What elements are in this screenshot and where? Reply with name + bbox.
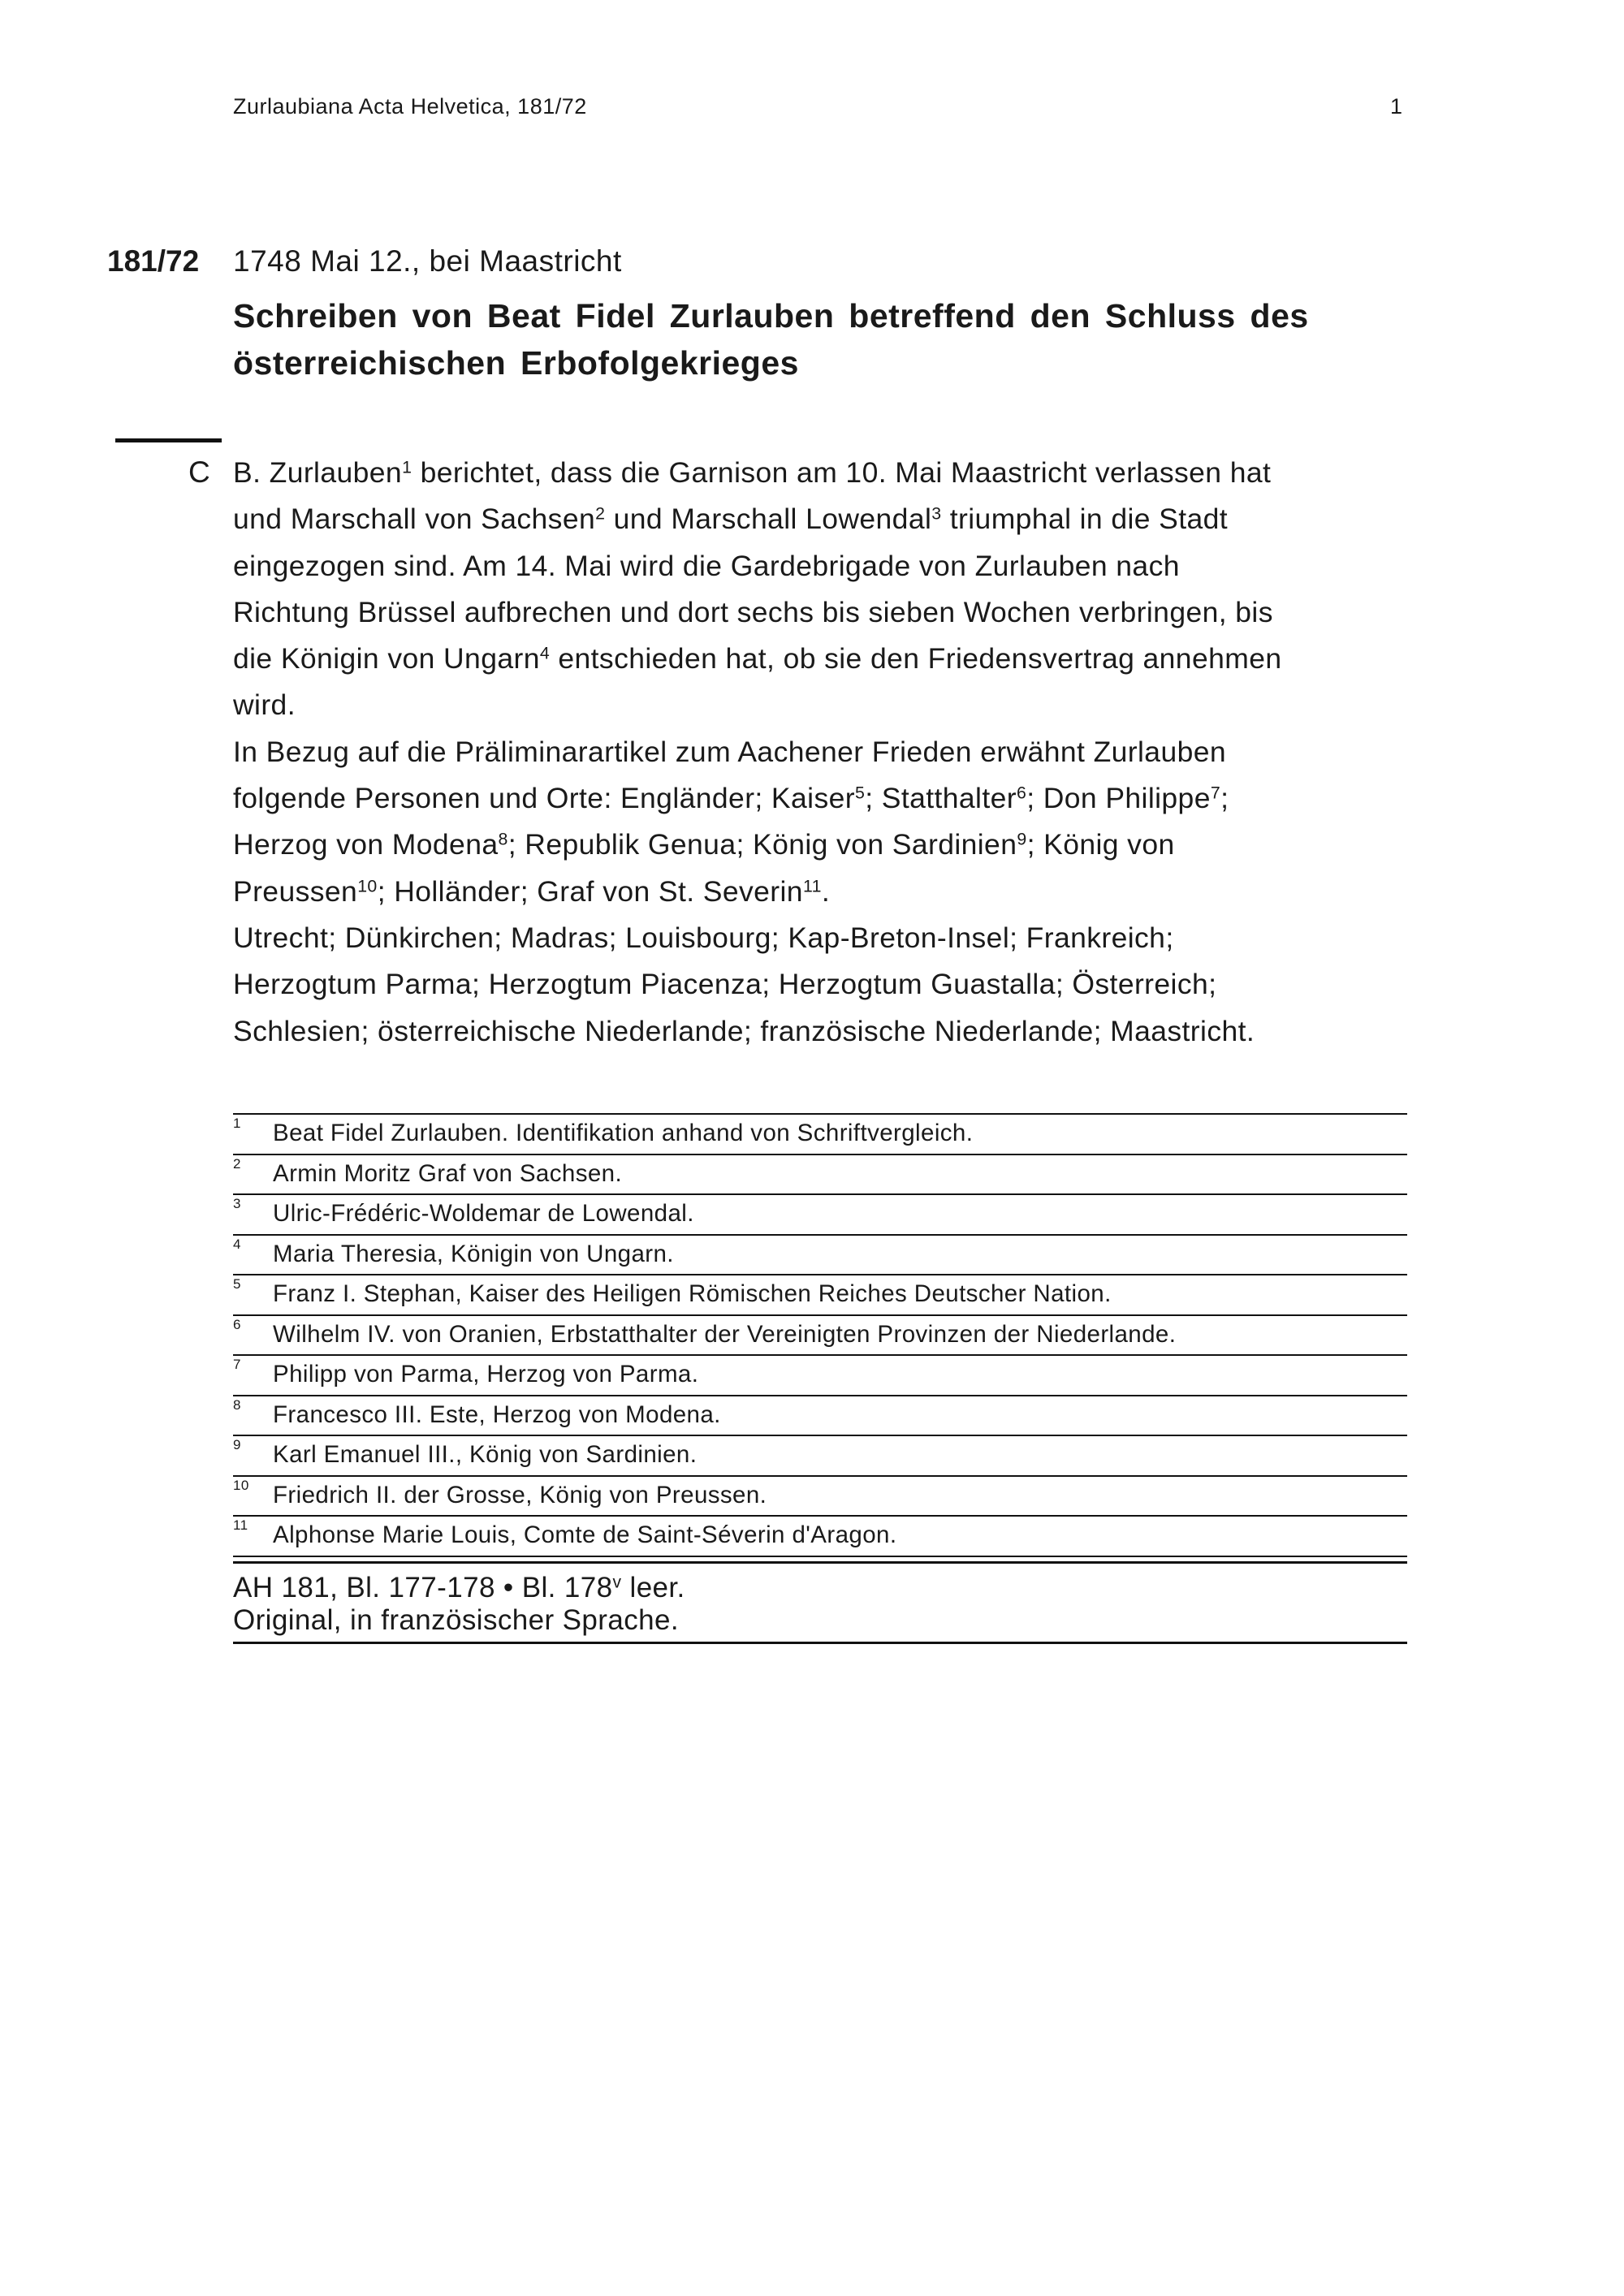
summary-line <box>233 1014 1282 1060</box>
footnote-item <box>233 1274 1407 1314</box>
source-language: Original, in französischer Sprache. <box>233 1604 679 1636</box>
footnote-number: 3 <box>233 1196 241 1211</box>
footnote-reference[interactable]: 5 <box>854 783 866 803</box>
footnote-item <box>233 1435 1407 1475</box>
summary-text-segment: ; <box>1220 782 1229 815</box>
footnote-reference[interactable]: 8 <box>498 829 508 849</box>
summary-text-segment: Utrecht; Dünkirchen; Madras; Louisbourg; Kap-Breton-Insel; Frankreich; <box>233 921 1174 954</box>
footnote-number: 1 <box>233 1116 241 1131</box>
footnotes-end-rule <box>233 1556 1407 1557</box>
footnote-number: 7 <box>233 1357 241 1372</box>
footnote-number: 6 <box>233 1316 241 1332</box>
footnote-text: Philipp von Parma, Herzog von Parma. <box>273 1361 699 1388</box>
summary-text-segment: und Marschall Lowendal <box>605 503 932 536</box>
footnote-item <box>233 1113 1407 1154</box>
footnote-reference[interactable]: 6 <box>1016 783 1027 803</box>
summary-line <box>233 502 1282 548</box>
summary-line <box>233 688 1282 734</box>
footnote-item <box>233 1314 1407 1355</box>
summary-text-segment: Herzog von Modena <box>233 828 499 861</box>
summary-line <box>233 455 1282 502</box>
source-reference-text: AH 181, Bl. 177-178 • Bl. 178 <box>233 1572 613 1603</box>
footnotes <box>233 1113 1407 1557</box>
summary-text-segment: und Marschall von Sachsen <box>233 503 596 536</box>
summary-line <box>233 967 1282 1013</box>
summary-text <box>233 455 1282 1060</box>
footnote-text: Wilhelm IV. von Oranien, Erbstatthalter der Vereinigten Provinzen der Niederlande. <box>273 1320 1177 1348</box>
source-note <box>233 1561 1407 1644</box>
summary-text-segment: wird. <box>233 688 296 722</box>
summary-text-segment: ; König von <box>1026 828 1175 861</box>
summary-text-segment: Herzogtum Parma; Herzogtum Piacenza; Herzogtum Guastalla; Österreich; <box>233 968 1217 1001</box>
footnote-reference[interactable]: 3 <box>931 503 942 524</box>
summary-text-segment: triumphal in die Stadt <box>941 503 1229 536</box>
summary-line <box>233 641 1282 688</box>
footnote-number: 5 <box>233 1276 241 1292</box>
summary-line <box>233 874 1282 921</box>
footnote-number: 11 <box>233 1517 248 1533</box>
footnote-reference[interactable]: 1 <box>402 457 412 477</box>
summary-text-segment: folgende Personen und Orte: Engländer; Kaiser <box>233 782 855 815</box>
summary-text-segment: Richtung Brüssel aufbrechen und dort sechs bis sieben Wochen verbringen, bis <box>233 595 1273 628</box>
summary-line <box>233 921 1282 967</box>
footnote-text: Friedrich II. der Grosse, König von Preussen. <box>273 1481 767 1508</box>
summary-text-segment: berichtet, dass die Garnison am 10. Mai Maastricht verlassen hat <box>412 456 1272 489</box>
source-superscript: v <box>612 1573 622 1592</box>
section-divider <box>115 438 222 442</box>
footnote-text: Ulric-Frédéric-Woldemar de Lowendal. <box>273 1200 694 1227</box>
document-date-place: 1748 Mai 12., bei Maastricht <box>233 244 622 278</box>
footnote-item <box>233 1515 1407 1556</box>
summary-text-segment: . <box>821 874 831 908</box>
document-title-line: Schreiben von Beat Fidel Zurlauben betreffend den Schluss des <box>233 297 1309 334</box>
document-title-line: österreichischen Erbofolgekrieges <box>233 344 799 382</box>
footnote-reference[interactable]: 2 <box>595 503 606 524</box>
summary-text-segment: In Bezug auf die Präliminarartikel zum Aachener Frieden erwähnt Zurlauben <box>233 735 1227 768</box>
footnote-item <box>233 1354 1407 1395</box>
page-number: 1 <box>1390 94 1403 119</box>
footnote-number: 2 <box>233 1155 241 1172</box>
summary-line <box>233 781 1282 827</box>
footnote-reference[interactable]: 11 <box>802 875 822 896</box>
footnote-reference[interactable]: 4 <box>539 643 551 663</box>
source-reference-tail: leer. <box>621 1572 685 1603</box>
summary-line <box>233 827 1282 874</box>
footnote-text: Karl Emanuel III., König von Sardinien. <box>273 1441 698 1468</box>
footnote-text: Alphonse Marie Louis, Comte de Saint-Séverin d'Aragon. <box>273 1521 897 1548</box>
footnote-reference[interactable]: 7 <box>1210 783 1221 803</box>
summary-text-segment: entschieden hat, ob sie den Friedensvertrag annehmen <box>550 642 1282 675</box>
section-mark: C <box>188 455 210 489</box>
summary-text-segment: Schlesien; österreichische Niederlande; französische Niederlande; Maastricht. <box>233 1014 1255 1047</box>
footnote-text: Francesco III. Este, Herzog von Modena. <box>273 1400 721 1428</box>
summary-text-segment: B. Zurlauben <box>233 456 403 489</box>
footnote-reference[interactable]: 9 <box>1017 829 1027 849</box>
summary-line <box>233 595 1282 641</box>
summary-text-segment: ; Holländer; Graf von St. Severin <box>377 874 803 908</box>
summary-text-segment: ; Republik Genua; König von Sardinien <box>508 828 1017 861</box>
footnote-text: Beat Fidel Zurlauben. Identifikation anhand von Schriftvergleich. <box>273 1120 974 1146</box>
summary-text-segment: Preussen <box>233 874 358 908</box>
footnote-item <box>233 1234 1407 1275</box>
summary-text-segment: ; Statthalter <box>865 782 1017 815</box>
footnote-number: 10 <box>233 1477 249 1493</box>
summary-text-segment: ; Don Philippe <box>1026 782 1211 815</box>
footnote-item <box>233 1154 1407 1194</box>
summary-text-segment: eingezogen sind. Am 14. Mai wird die Gardebrigade von Zurlauben nach <box>233 549 1180 582</box>
footnote-text: Maria Theresia, Königin von Ungarn. <box>273 1240 674 1267</box>
summary-line <box>233 549 1282 595</box>
footnote-number: 8 <box>233 1396 241 1413</box>
summary-line <box>233 735 1282 781</box>
footnote-text: Armin Moritz Graf von Sachsen. <box>273 1159 623 1187</box>
footnote-number: 4 <box>233 1236 241 1252</box>
summary-text-segment: die Königin von Ungarn <box>233 642 540 675</box>
footnote-item <box>233 1395 1407 1435</box>
footnote-item <box>233 1475 1407 1516</box>
footnote-item <box>233 1193 1407 1234</box>
source-reference <box>233 1572 1407 1604</box>
running-header: Zurlaubiana Acta Helvetica, 181/72 <box>233 94 587 119</box>
footnote-number: 9 <box>233 1437 241 1452</box>
footnote-text: Franz I. Stephan, Kaiser des Heiligen Römischen Reiches Deutscher Nation. <box>273 1280 1112 1307</box>
document-id: 181/72 <box>107 244 200 278</box>
footnote-reference[interactable]: 10 <box>357 875 378 896</box>
